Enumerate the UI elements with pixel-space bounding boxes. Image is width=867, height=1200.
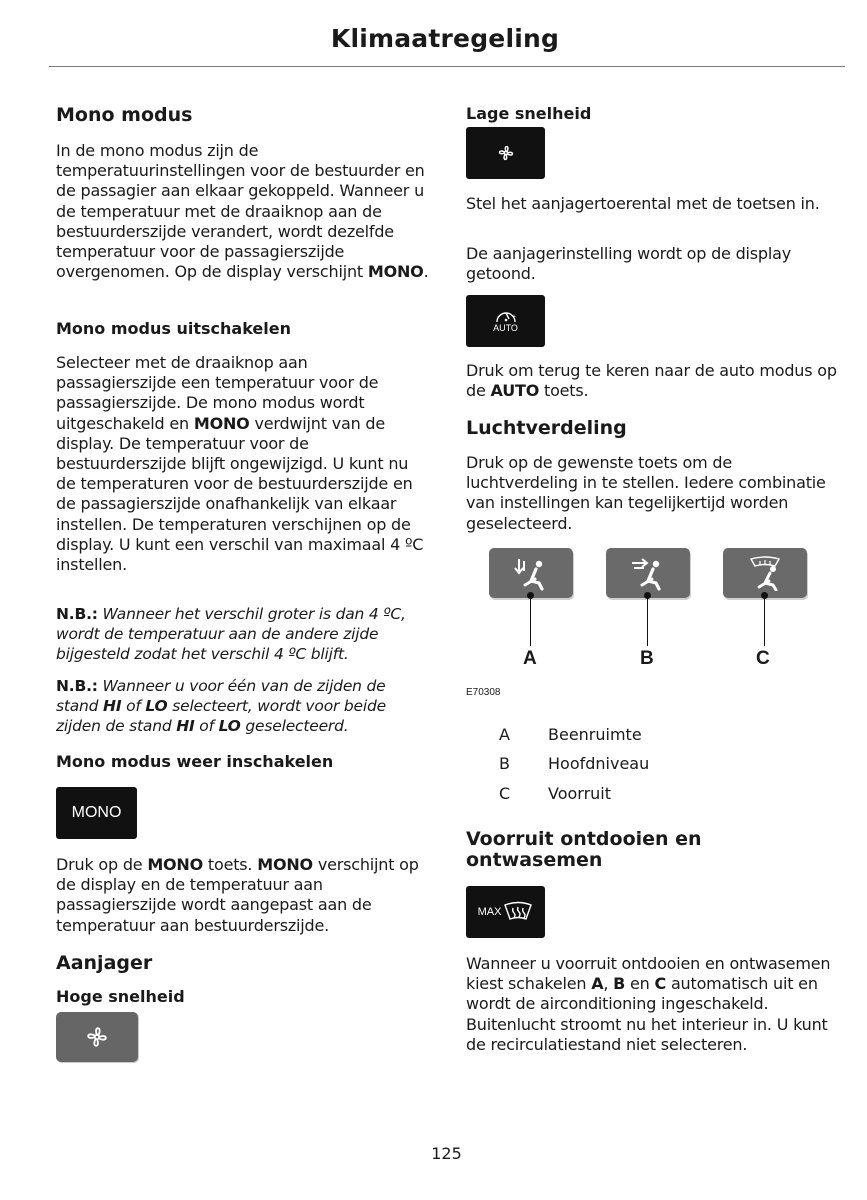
air-distribution-figure <box>466 548 844 708</box>
footwell-vent-button[interactable] <box>489 548 573 598</box>
text-run: Wanneer u voorruit ontdooien en ontwasemen kiest schakelen <box>466 954 831 994</box>
text-run: selecteert, wordt voor beide zijden de stand <box>56 697 386 736</box>
callout-letter-c: C <box>756 648 770 669</box>
text-run: , <box>603 974 614 994</box>
text-run: toets. <box>203 855 258 874</box>
legend-value: Beenruimte <box>548 725 642 744</box>
text-run: In de mono modus zijn de temperatuurinstellingen voor de bestuurder en de passagier aan elkaar gekoppeld. Wanneer u de temperatuur met de draaiknop aan de bestuurderszijde verandert, wordt dezelfde temperatuur voor de passagierszijde overgenomen. Op de display verschijnt <box>56 141 425 282</box>
mono-heading: Mono modus <box>56 104 193 126</box>
text-run: MONO <box>193 413 250 433</box>
auto-button[interactable] <box>466 295 545 347</box>
mono-off-heading: Mono modus uitschakelen <box>56 319 291 338</box>
air-distribution-paragraph: Druk op de gewenste toets om de luchtverdeling in te stellen. Iedere combinatie van instellingen kan tegelijkertijd worden geselecteerd. <box>466 453 826 533</box>
max-defrost-icon <box>503 901 533 923</box>
figure-code: E70308 <box>466 687 501 698</box>
low-speed-heading: Lage snelheid <box>466 104 592 123</box>
callout-line-a <box>530 598 531 646</box>
defrost-paragraph <box>466 954 844 1055</box>
windscreen-vent-icon <box>745 555 785 591</box>
text-run: MONO <box>367 262 424 282</box>
fan-heading: Aanjager <box>56 952 153 974</box>
footwell-vent-icon <box>511 555 551 591</box>
legend-key: A <box>499 725 510 744</box>
text-run: of <box>121 697 146 716</box>
fan-paragraph-1: Stel het aanjagertoerental met de toetsen in. <box>466 194 820 213</box>
auto-paragraph <box>466 361 844 401</box>
text-run: automatisch uit en wordt de airconditioning ingeschakeld. Buitenlucht stroomt nu het interieur in. U kunt de recirculatiestand niet selecteren. <box>466 974 828 1054</box>
title-rule <box>49 66 845 67</box>
mono-button[interactable] <box>56 787 137 839</box>
fan-paragraph-2: De aanjagerinstelling wordt op de display getoond. <box>466 244 792 284</box>
high-speed-heading: Hoge snelheid <box>56 987 185 1006</box>
text-run: HI <box>176 717 195 736</box>
svg-text:+: + <box>511 314 516 320</box>
text-run: MONO <box>147 855 204 874</box>
text-run: geselecteerd. <box>240 717 349 736</box>
text-run: LO <box>218 717 241 736</box>
text-run: toets. <box>539 381 589 401</box>
face-vent-icon <box>628 555 668 591</box>
fan-icon <box>495 142 517 164</box>
fan-high-button[interactable] <box>56 1012 138 1062</box>
page-number: 125 <box>431 1144 462 1163</box>
mono-on-paragraph <box>56 855 430 936</box>
text-run: HI <box>103 697 122 716</box>
text-run: verdwijnt van de display. De temperatuur voor de bestuurderszijde blijft ongewijzigd. U kunt nu de temperaturen voor de bestuurderszijde en de passagierszijde onafhankelijk van elkaar instellen. De temperaturen verschijnen op de display. U kunt een verschil van maximaal 4 ºC instellen. <box>56 413 424 575</box>
text-run: A <box>591 974 604 994</box>
mono-button-label: MONO <box>71 804 122 821</box>
callout-line-b <box>647 598 648 646</box>
auto-climate-icon <box>493 309 519 323</box>
callout-letter-a: A <box>523 648 537 669</box>
text-run: Wanneer het verschil groter is dan 4 ºC, wordt de temperatuur aan de andere zijde bijgesteld zodat het verschil 4 ºC blijft. <box>56 605 406 664</box>
text-run: Wanneer u voor één van de zijden de stand <box>56 677 386 716</box>
fan-low-button[interactable] <box>466 127 545 179</box>
callout-letter-b: B <box>640 648 654 669</box>
text-run: N.B.: <box>56 605 98 623</box>
legend-value: Hoofdniveau <box>548 754 650 773</box>
text-run: LO <box>145 697 168 716</box>
defrost-heading: Voorruit ontdooien en ontwasemen <box>466 828 702 871</box>
text-run: en <box>625 974 655 994</box>
fan-icon <box>82 1022 112 1052</box>
auto-button-label: AUTO <box>493 323 518 333</box>
legend-value: Voorruit <box>548 784 612 803</box>
face-vent-button[interactable] <box>606 548 690 598</box>
page-title: Klimaatregeling <box>330 24 560 53</box>
legend-key: B <box>499 754 510 773</box>
mono-off-paragraph <box>56 353 430 575</box>
note-hi-lo <box>56 676 430 737</box>
callout-line-c <box>764 598 765 646</box>
note-temperature-difference <box>56 604 430 665</box>
text-run: MONO <box>257 855 313 874</box>
max-defrost-button[interactable] <box>466 886 545 938</box>
windscreen-vent-button[interactable] <box>723 548 807 598</box>
text-run: N.B.: <box>56 677 98 695</box>
mono-paragraph <box>56 141 430 282</box>
legend-key: C <box>499 784 511 803</box>
svg-text:-: - <box>496 314 499 320</box>
mono-on-heading: Mono modus weer inschakelen <box>56 752 334 771</box>
text-run: Druk op de <box>56 855 148 874</box>
text-run: AUTO <box>490 381 540 401</box>
text-run: . <box>423 262 429 282</box>
text-run: B <box>613 974 626 994</box>
text-run: Druk om terug te keren naar de auto modus op de <box>466 361 837 401</box>
text-run: Selecteer met de draaiknop aan passagierszijde een temperatuur voor de passagierszijde. De mono modus wordt uitgeschakeld en <box>56 353 379 433</box>
max-defrost-label: MAX <box>477 906 502 918</box>
text-run: verschijnt op de display en de temperatuur aan passagierszijde wordt aangepast aan de temperatuur aan bestuurderszijde. <box>56 855 419 935</box>
air-distribution-heading: Luchtverdeling <box>466 417 627 439</box>
text-run: C <box>654 974 667 994</box>
text-run: of <box>194 717 219 736</box>
